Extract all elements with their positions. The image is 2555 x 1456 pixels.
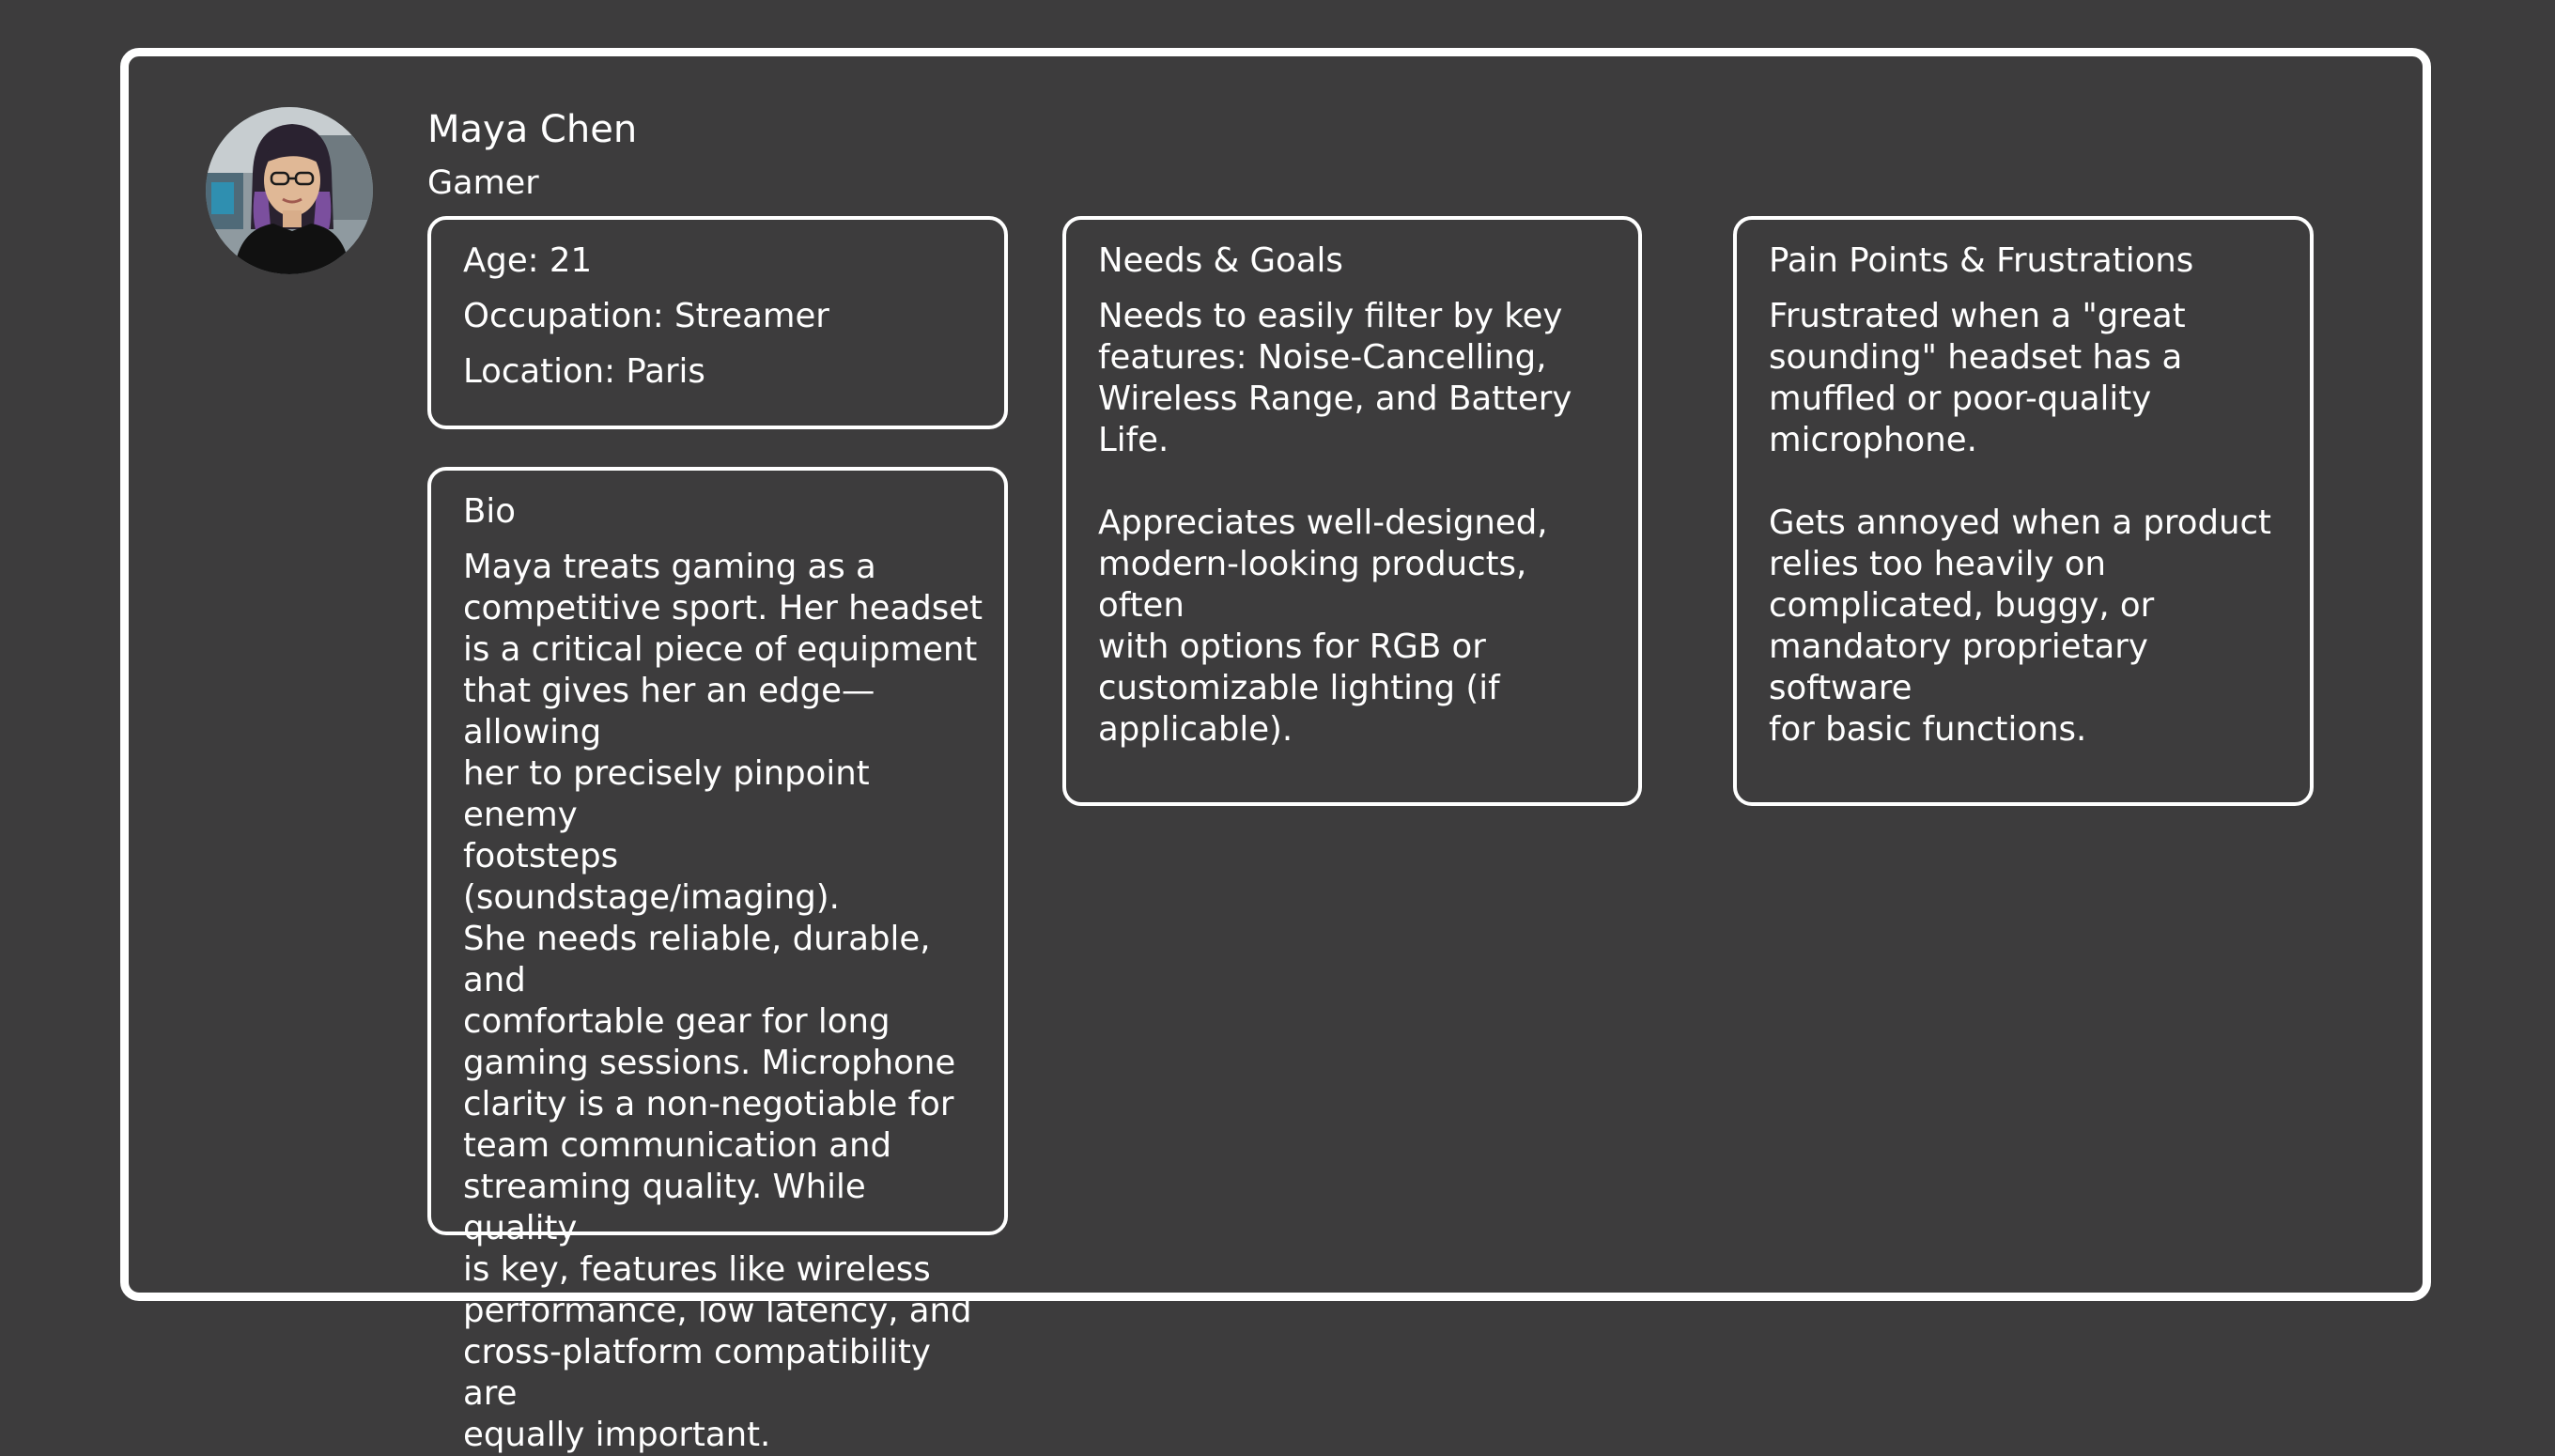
persona-name: Maya Chen [427, 108, 638, 151]
needs-goals-card [1062, 216, 1642, 806]
needs-goals-paragraph-1: Needs to easily filter by key features: Noise-Cancelling, Wireless Range, and Battery Life. [1098, 297, 1572, 459]
persona-role: Gamer [427, 164, 539, 202]
age-text: Age: 21 [463, 241, 593, 280]
pain-points-heading: Pain Points & Frustrations [1769, 241, 2194, 280]
location-text: Location: Paris [463, 352, 705, 391]
pain-points-paragraph-1: Frustrated when a "great sounding" headset has a muffled or poor-quality microphone. [1769, 297, 2186, 459]
avatar [206, 107, 373, 274]
needs-goals-paragraph-2: Appreciates well-designed, modern-looking products, often with options for RGB or customizable lighting (if applicable). [1098, 503, 1548, 749]
bio-text: Maya treats gaming as a competitive sport. Her headset is a critical piece of equipment that gives her an edge—allowing her to precisely pinpoint enemy footsteps (soundstage/imaging). She needs reliable, durable, and comfortable gear for long gaming sessions. Microphone clarity is a non-negotiable for team communication and streaming quality. While quality is key, features like wireless performance, low latency, and cross-platform compatibility are equally important. [463, 548, 983, 1454]
avatar-photo [206, 107, 373, 274]
bio-card [427, 467, 1008, 1454]
occupation-text: Occupation: Streamer [463, 297, 829, 335]
needs-goals-heading: Needs & Goals [1098, 241, 1343, 280]
pain-points-card [1733, 216, 2314, 806]
info-card [427, 216, 1008, 429]
bio-heading: Bio [463, 492, 516, 531]
pain-points-paragraph-2: Gets annoyed when a product relies too heavily on complicated, buggy, or mandatory proprietary software for basic functions. [1769, 503, 2271, 749]
